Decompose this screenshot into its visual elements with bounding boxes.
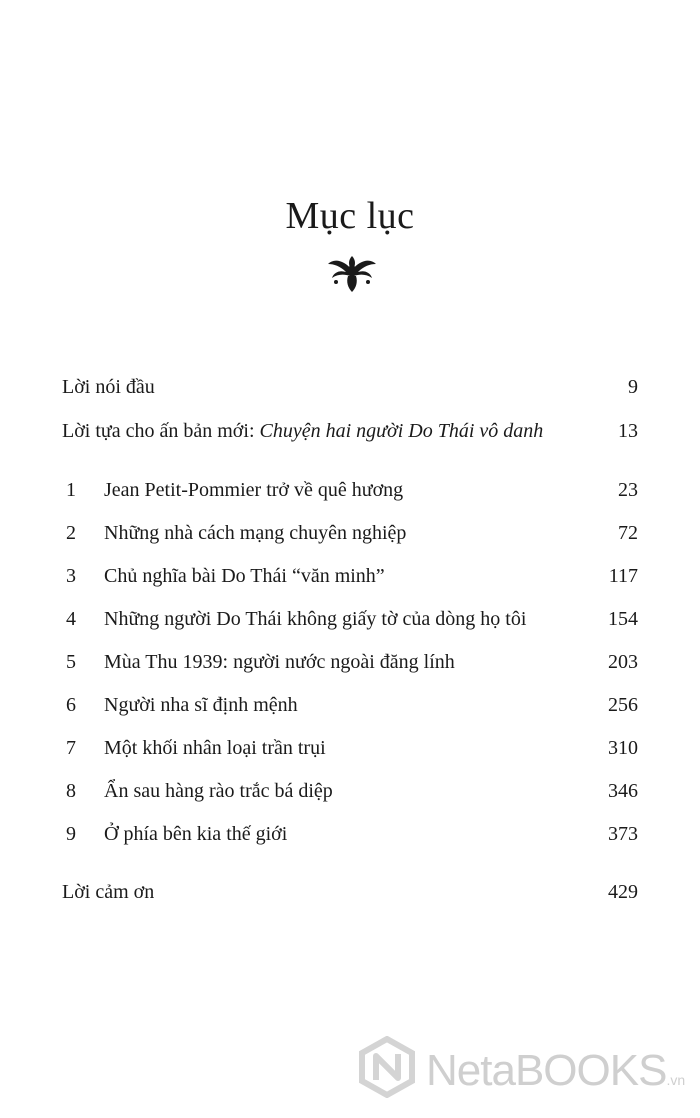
chapter-number: 8: [66, 780, 76, 802]
chapter-title: Một khối nhân loại trần trụi: [104, 737, 326, 759]
toc-entry-page: 9: [628, 376, 638, 398]
toc-entry-page: 429: [608, 881, 638, 903]
chapter-number: 2: [66, 522, 76, 544]
toc-entry-preface[interactable]: [62, 372, 638, 402]
chapter-page: 23: [618, 479, 638, 501]
chapter-title: Những người Do Thái không giấy tờ của dòng họ tôi: [104, 608, 527, 630]
toc-chapter-7[interactable]: [62, 733, 638, 763]
toc-entry-page: 13: [618, 420, 638, 442]
chapter-page: 256: [608, 694, 638, 716]
page-title: Mục lục: [285, 195, 415, 237]
toc-chapter-6[interactable]: [62, 690, 638, 720]
chapter-page: 373: [608, 823, 638, 845]
toc-chapter-3[interactable]: [62, 561, 638, 591]
chapter-number: 4: [66, 608, 76, 630]
chapter-title: Mùa Thu 1939: người nước ngoài đăng lính: [104, 651, 455, 673]
toc-chapter-5[interactable]: [62, 647, 638, 677]
watermark: [356, 1036, 686, 1100]
watermark-suffix: .vn: [666, 1072, 686, 1088]
chapter-number: 7: [66, 737, 76, 759]
toc-chapter-4[interactable]: [62, 604, 638, 634]
chapter-title: Những nhà cách mạng chuyên nghiệp: [104, 522, 407, 544]
watermark-brand: [426, 1046, 685, 1096]
chapter-title: Ẩn sau hàng rào trắc bá diệp: [104, 780, 333, 802]
watermark-brand-name: NetaBOOKS: [426, 1046, 667, 1095]
chapter-title: Ở phía bên kia thế giới: [104, 823, 288, 845]
fleuron-ornament-icon: [326, 250, 378, 294]
toc-entry-title: Lời cảm ơn: [62, 881, 155, 903]
chapter-number: 5: [66, 651, 76, 673]
chapter-number: 1: [66, 479, 76, 501]
toc-entry-new-edition-foreword[interactable]: [62, 416, 638, 446]
chapter-number: 3: [66, 565, 76, 587]
toc-chapter-1[interactable]: [62, 475, 638, 505]
chapter-page: 346: [608, 780, 638, 802]
chapter-title: Người nha sĩ định mệnh: [104, 694, 298, 716]
chapter-page: 154: [608, 608, 638, 630]
chapter-title: Jean Petit-Pommier trở về quê hương: [104, 479, 404, 501]
toc-chapter-9[interactable]: [62, 819, 638, 849]
toc-entry-title-plain: Lời tựa cho ấn bản mới:: [62, 420, 260, 442]
toc-entry-title: [62, 416, 543, 446]
chapter-title: Chủ nghĩa bài Do Thái “văn minh”: [104, 565, 385, 587]
chapter-page: 203: [608, 651, 638, 673]
toc-entry-title-italic: Chuyện hai người Do Thái vô danh: [259, 420, 544, 442]
chapter-page: 310: [608, 737, 638, 759]
toc-chapter-8[interactable]: [62, 776, 638, 806]
netabooks-logo-icon: [356, 1036, 418, 1098]
toc-entry-acknowledgements[interactable]: [62, 877, 638, 907]
chapter-number: 9: [66, 823, 76, 845]
toc-chapter-2[interactable]: [62, 518, 638, 548]
toc-entry-title: Lời nói đầu: [62, 376, 155, 398]
chapter-page: 72: [618, 522, 638, 544]
chapter-number: 6: [66, 694, 76, 716]
chapter-page: 117: [608, 565, 638, 587]
